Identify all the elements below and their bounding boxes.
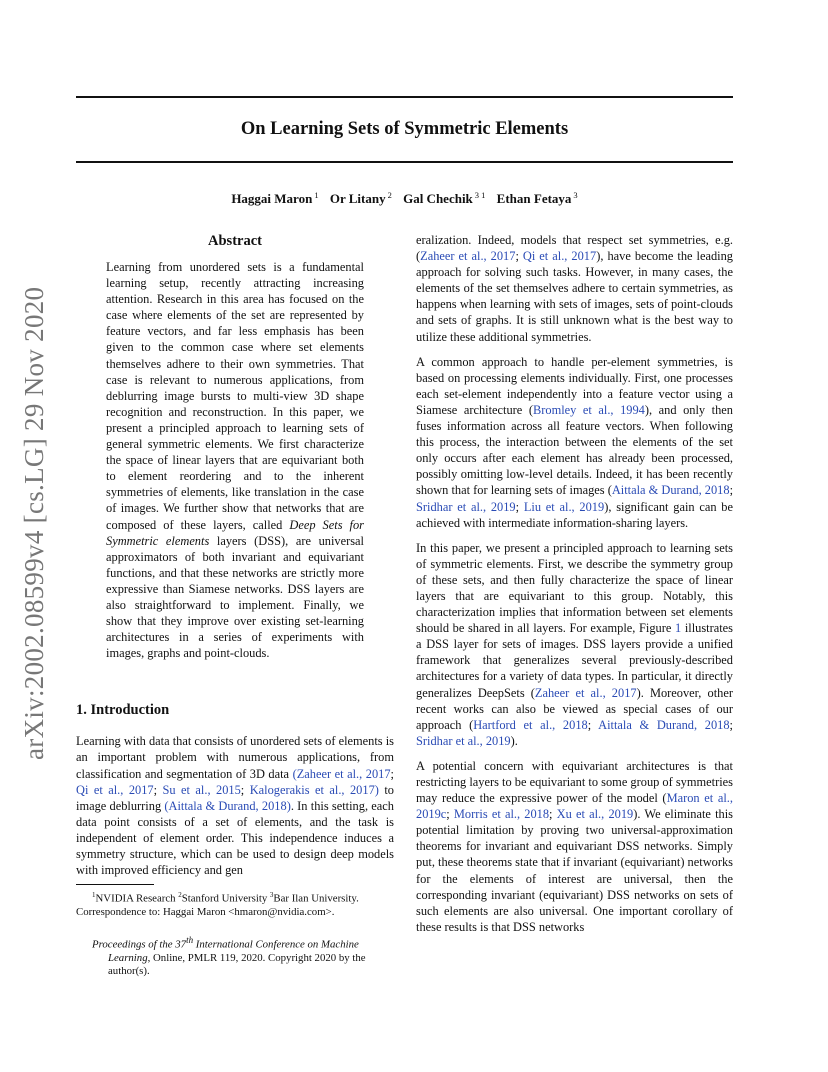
left-column	[76, 232, 394, 887]
citation-link[interactable]: Qi et al., 2017	[76, 782, 154, 797]
citation-link[interactable]: (Zaheer et al., 2017	[292, 766, 391, 781]
intro-paragraph-1: Learning with data that consists of unordered sets of elements is an important problem with numerous applications, from classification and segmentation of 3D data (Zaheer et al., 2017; Qi et al., 2017; Su et al., 2015; Kalogerakis et al., 2017) to image deblurring (Aittala & Durand, 2018). In this setting, each data point consists of a set of elements, and the task is independent of element order. This independence induces a symmetry structure, which can be used to design deep models with improved efficiency and gen	[76, 734, 394, 878]
citation-link[interactable]: Xu et al., 2019	[556, 807, 634, 822]
citation-link[interactable]: Zaheer et al., 2017	[534, 685, 637, 700]
proceedings-footnote: Proceedings of the 37th International Conference on Machine Learning, Online, PMLR 119, 2020. Copyright 2020 by the author(s).	[92, 934, 366, 978]
citation-link[interactable]: Qi et al., 2017	[522, 249, 597, 264]
citation-link[interactable]: Aittala & Durand, 2018	[598, 717, 730, 732]
author: Gal Chechik $^{3 1}$	[403, 190, 486, 207]
citation-link[interactable]: Kalogerakis et al., 2017)	[249, 782, 379, 797]
author-list	[76, 190, 733, 207]
figure-ref-link[interactable]: 1	[675, 621, 682, 636]
affiliations-footnote: $^1$NVIDIA Research $^2$Stanford University $^3$Bar Ilan University.	[92, 891, 359, 905]
intro-paragraph-4: A potential concern with equivariant architectures is that restricting layers to be equivariant to some group of symmetries may reduce the expressive power of the model (Maron et al., 2019c; Morris et al., 2018; Xu et al., 2019). We eliminate this potential limitation by proving two universal-approximation theorems for invariant and equivariant DSS networks. Simply put, these theorems state that if invariant (equivariant) networks for the elements of interest are universal, then the corresponding invariant (equivariant) DSS networks on sets of such elements are also universal. One important corollary of these results is that DSS networks	[416, 758, 733, 934]
dss-term: Deep Sets for Symmetric elements	[106, 517, 364, 548]
title-rule-bottom	[76, 161, 733, 163]
section-heading-introduction: 1. Introduction	[76, 702, 170, 719]
intro-paragraph-3: In this paper, we present a principled approach to learning sets of symmetric elements. First, we describe the symmetry group of these sets, and then fully characterize the space of linear layers that are equivariant to this group. Notably, this characterization implies that information between set elements should be shared in all layers. For example, Figure 1 illustrates a DSS layer for sets of images. DSS layers provide a unified framework that generalizes several previously-described architectures for a variety of data types. In particular, it directly generalizes DeepSets (Zaheer et al., 2017). Moreover, other recent works can also be viewed as special cases of our approach (Hartford et al., 2018; Aittala & Durand, 2018; Sridhar et al., 2019).	[416, 540, 734, 748]
author: Or Litany $^2$	[329, 190, 392, 207]
citation-link[interactable]: Sridhar et al., 2019	[416, 733, 511, 748]
arxiv-stamp: arXiv:2002.08599v4 [cs.LG] 29 Nov 2020	[19, 286, 49, 760]
citation-link[interactable]: Sridhar et al., 2019	[416, 499, 516, 514]
intro-paragraph-2: A common approach to handle per-element symmetries, is based on processing elements individually. First, one processes each set-element independently into a feature vector using a Siamese architecture (Bromley et al., 1994), and only then fuses information across all feature vectors. When following this process, the interaction between the elements of the set only occurs after each element has already been processed, possibly omitting low-level details. Indeed, it has been recently shown that for learning sets of images (Aittala & Durand, 2018; Sridhar et al., 2019; Liu et al., 2019), significant gain can be achieved with intermediate information-sharing layers.	[416, 354, 734, 530]
citation-link[interactable]: Morris et al., 2018	[453, 807, 550, 822]
citation-link[interactable]: Su et al., 2015	[162, 782, 241, 797]
abstract-heading: Abstract	[208, 233, 262, 249]
paper-title: On Learning Sets of Symmetric Elements	[240, 119, 569, 139]
abstract-body: Learning from unordered sets is a fundamental learning setup, recently attracting increasing attention. Research in this area has focused on the case where elements of the set are represented by feature vectors, and far less emphasis has been given to the common case where set elements themselves adhere to their own symmetries. That case is relevant to numerous applications, from deblurring image bursts to multi-view 3D shape recognition and reconstruction. In this paper, we present a principled approach to learning sets of general symmetric elements. We first characterize the space of linear layers that are equivariant both to element reordering and to the inherent symmetries of elements, like translation in the case of images. We further show that networks that are composed of these layers, called Deep Sets for Symmetric elements layers (DSS), are universal approximators of both invariant and equivariant functions, and that these networks are strictly more expressive than Siamese networks. DSS layers are also straightforward to implement. Finally, we show that they improve over existing set-learning architectures in a series of experiments with images, graphs and point-clouds.	[106, 260, 364, 661]
intro-paragraph-1-continued: eralization. Indeed, models that respect set symmetries, e.g. (Zaheer et al., 2017; Qi et al., 2017), have become the leading approach for solving such tasks. However, in many cases, the elements of the set themselves adhere to certain symmetries, as happens when learning with sets of images, sets of point-clouds and sets of graphs. It is still unknown what is the best way to utilize these additional symmetries.	[416, 233, 734, 344]
citation-link[interactable]: Zaheer et al., 2017	[420, 249, 516, 264]
citation-link[interactable]: Maron et al., 2019c	[416, 791, 733, 822]
title-rule-top	[76, 96, 733, 98]
citation-link[interactable]: (Aittala & Durand, 2018)	[164, 798, 291, 813]
correspondence-footnote: Correspondence to: Haggai Maron <hmaron@nvidia.com>.	[76, 906, 335, 919]
footnotes	[76, 884, 394, 979]
citation-link[interactable]: Bromley et al., 1994	[532, 402, 645, 417]
citation-link[interactable]: Aittala & Durand, 2018	[611, 483, 730, 498]
right-column	[416, 232, 733, 944]
author: Haggai Maron $^1$	[231, 190, 319, 207]
citation-link[interactable]: Hartford et al., 2018	[473, 717, 588, 732]
author: Ethan Fetaya $^3$	[496, 190, 578, 207]
citation-link[interactable]: Liu et al., 2019	[523, 499, 605, 514]
footnote-rule	[76, 884, 154, 885]
